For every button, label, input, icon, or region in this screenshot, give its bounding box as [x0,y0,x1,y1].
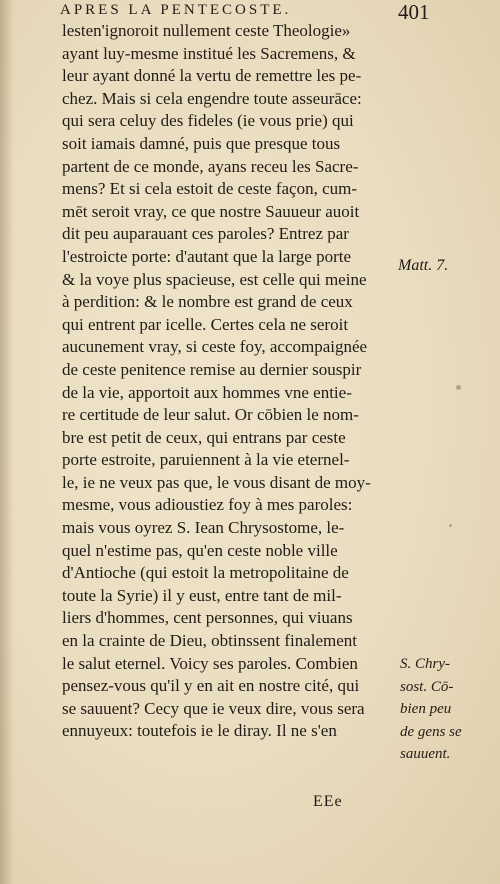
paper-stain [449,524,452,527]
text-line: re certitude de leur salut. Or cōbien le nom- [62,405,359,425]
text-line: le salut eternel. Voicy ses paroles. Combien [62,653,358,673]
text-line: quel n'estime pas, qu'en ceste noble ville [62,540,338,560]
text-line: ennuyeux: toutefois ie le diray. Il ne s'en [62,721,337,741]
text-line: soit iamais damné, puis que presque tous [62,133,341,153]
text-line: d'Antioche (qui estoit la metropolitaine de [62,563,349,583]
text-line: mēt seroit vray, ce que nostre Sauueur auoit [62,201,360,221]
text-line: de ceste penitence remise au dernier souspir [62,359,362,379]
text-line: le, ie ne veux pas que, le vous disant de moy- [62,472,371,492]
text-line: ayant luy-mesme institué les Sacremens, & [62,43,356,63]
margin-note-line: S. Chry- [400,656,450,672]
text-line: leur ayant donné la vertu de remettre les pe- [62,66,362,86]
page-number: 401 [398,0,430,24]
text-line: & la voye plus spacieuse, est celle qui meine [62,269,367,289]
margin-note-chrysostom [400,653,470,766]
text-line: à perdition: & le nombre est grand de ceux [62,292,353,312]
text-line: mens? Et si cela estoit de ceste façon, cum- [62,179,358,199]
text-line: toute la Syrie) il y eust, entre tant de mil- [62,585,342,605]
text-line: chez. Mais si cela engendre toute asseurāce: [62,88,362,108]
text-line: lesten'ignoroit nullement ceste Theologie» [62,21,351,40]
margin-note-matthew: Matt. 7. [398,257,449,274]
text-line: liers d'hommes, cent personnes, qui viuans [62,608,353,628]
text-line: dit peu auparauant ces paroles? Entrez par [62,224,349,244]
running-head: APRES LA PENTECOSTE. [60,2,292,18]
margin-note-line: sauuent. [400,746,451,763]
gutter-shadow [0,0,14,884]
text-line: se sauuent? Cecy que ie veux dire, vous sera [62,698,365,718]
body-text [62,20,392,743]
text-line: bre est petit de ceux, qui entrans par ceste [62,427,346,447]
text-line: pensez-vous qu'il y en ait en nostre cité, qui [62,676,360,696]
text-line: qui entrent par icelle. Certes cela ne seroit [62,314,349,334]
margin-note-line: bien peu [400,701,452,718]
text-line: mais vous oyrez S. Iean Chrysostome, le- [62,518,345,538]
catchword: EEe [313,793,343,810]
text-line: mesme, vous adioustiez foy à mes paroles: [62,495,353,515]
text-line: qui sera celuy des fideles (ie vous prie) qui [62,111,354,131]
text-line: l'estroicte porte: d'autant que la large porte [62,246,352,266]
text-line: de la vie, apportoit aux hommes vne entie- [62,382,352,402]
paper-stain [456,385,461,390]
margin-note-line: de gens se [400,723,462,740]
text-line: en la crainte de Dieu, obtinssent finalement [62,631,358,651]
text-line: aucunement vray, si ceste foy, accompaignée [62,337,368,357]
text-line: partent de ce monde, ayans receu les Sacre- [62,156,359,176]
text-line: porte estroite, paruiennent à la vie eternel- [62,450,350,470]
margin-note-line: sost. Cō- [400,678,454,695]
